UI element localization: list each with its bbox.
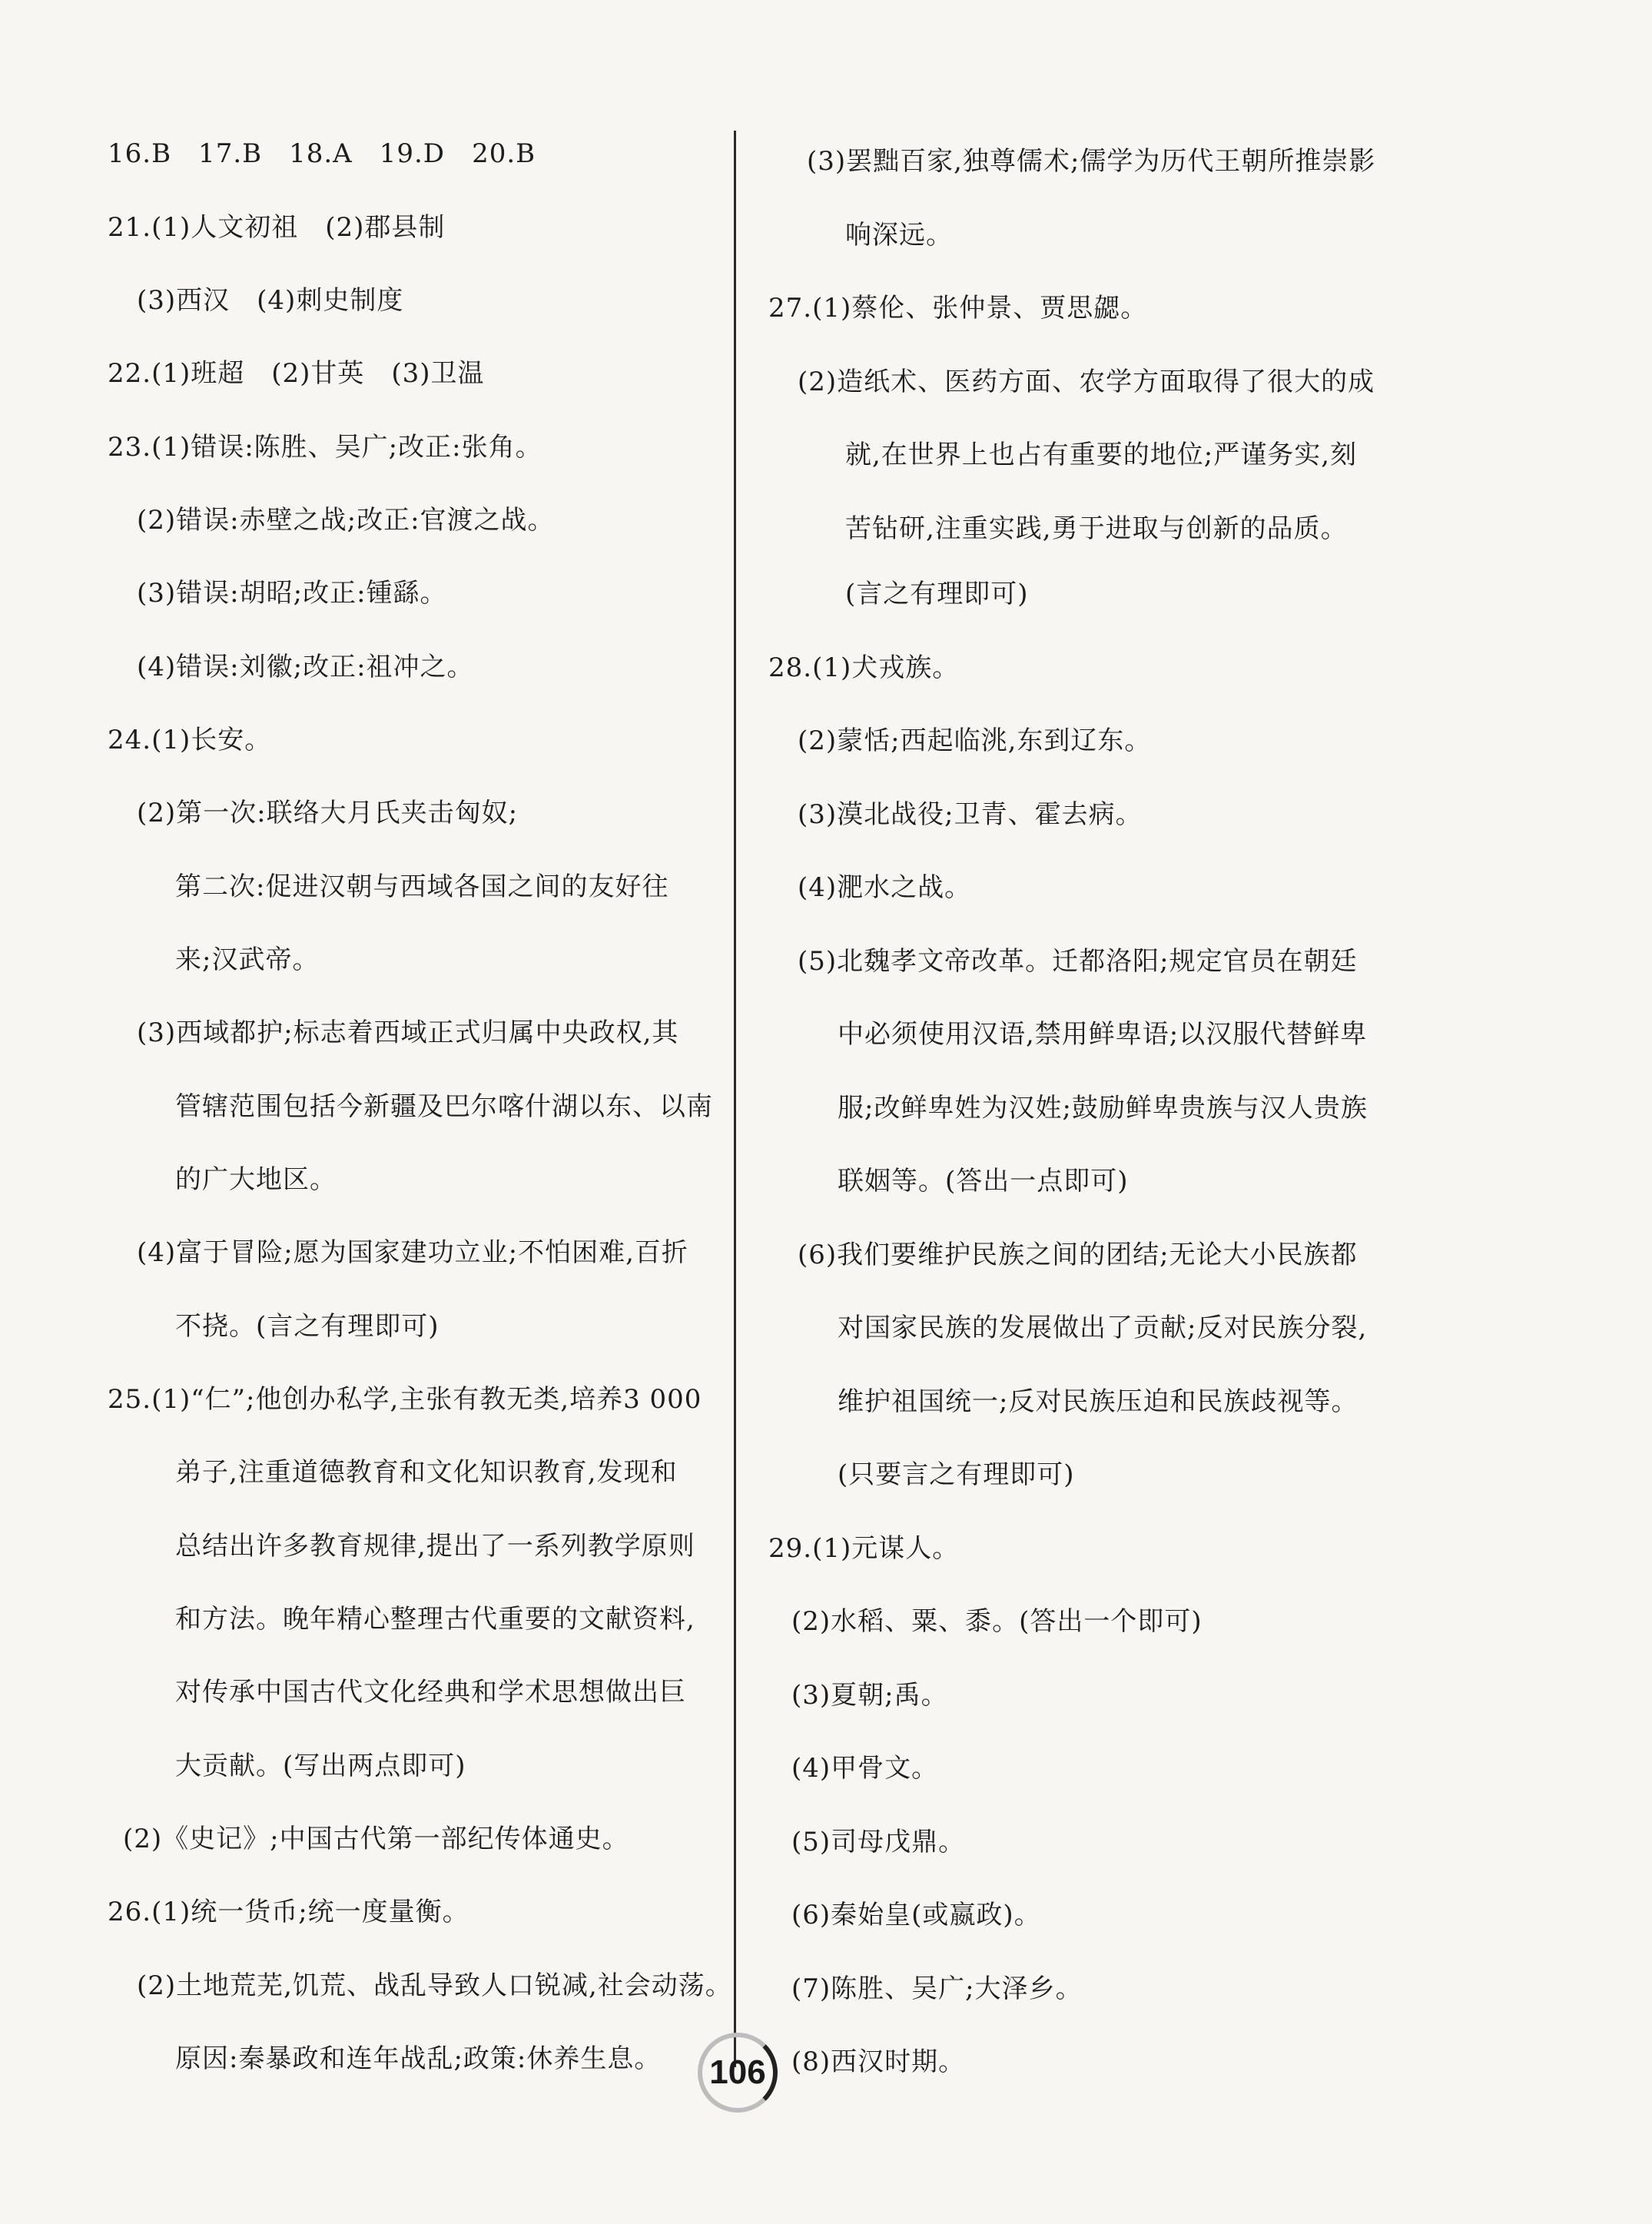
- answer-line: 23.(1)错误:陈胜、吴广;改正:张角。: [108, 432, 542, 463]
- answer-line: (2)《史记》;中国古代第一部纪传体通史。: [123, 1824, 629, 1854]
- answer-line: (4)富于冒险;愿为国家建功立业;不怕困难,百折: [137, 1237, 688, 1268]
- answer-line: (2)造纸术、医药方面、农学方面取得了很大的成: [798, 367, 1375, 397]
- answer-line: (4)错误:刘徽;改正:祖冲之。: [137, 652, 474, 682]
- answer-line: 22.(1)班超 (2)甘英 (3)卫温: [108, 358, 485, 389]
- answer-line: 大贡献。(写出两点即可): [175, 1751, 466, 1781]
- answer-line: 弟子,注重道德教育和文化知识教育,发现和: [175, 1457, 678, 1488]
- answer-line: (2)水稻、粟、黍。(答出一个即可): [791, 1606, 1203, 1637]
- answer-line: 25.(1)“仁”;他创办私学,主张有教无类,培养3 000: [108, 1384, 702, 1415]
- answer-line: 24.(1)长安。: [108, 725, 272, 755]
- answer-line: (3)错误:胡昭;改正:锺繇。: [137, 578, 447, 609]
- answer-line: (4)淝水之战。: [798, 872, 972, 903]
- answer-line: 总结出许多教育规律,提出了一系列教学原则: [175, 1531, 695, 1562]
- answer-line: (8)西汉时期。: [791, 2046, 966, 2077]
- answer-line: 和方法。晚年精心整理古代重要的文献资料,: [175, 1604, 695, 1635]
- answer-line: (3)西汉 (4)刺史制度: [137, 285, 404, 316]
- answer-line: (6)秦始皇(或嬴政)。: [791, 1900, 1041, 1930]
- answer-line: (4)甲骨文。: [791, 1753, 939, 1784]
- page-number-badge: [698, 2033, 782, 2117]
- answer-line: 对传承中国古代文化经典和学术思想做出巨: [175, 1677, 686, 1708]
- answer-line: 就,在世界上也占有重要的地位;严谨务实,刻: [845, 440, 1358, 470]
- answer-line: 26.(1)统一货币;统一度量衡。: [108, 1897, 469, 1927]
- answer-line: 16.B 17.B 18.A 19.D 20.B: [108, 138, 536, 169]
- answer-line: (6)我们要维护民族之间的团结;无论大小民族都: [798, 1240, 1358, 1270]
- answer-line: 来;汉武帝。: [175, 944, 320, 975]
- answer-line: (2)第一次:联络大月氏夹击匈奴;: [137, 798, 519, 828]
- answer-line: (2)错误:赤壁之战;改正:官渡之战。: [137, 505, 555, 536]
- answer-line: 第二次:促进汉朝与西域各国之间的友好往: [175, 871, 669, 902]
- answer-line: (3)漠北战役;卫青、霍去病。: [798, 799, 1143, 830]
- answer-line: (2)土地荒芜,饥荒、战乱导致人口锐减,社会动荡。: [137, 1970, 732, 2001]
- answer-line: 服;改鲜卑姓为汉姓;鼓励鲜卑贵族与汉人贵族: [838, 1093, 1368, 1124]
- answer-line: 21.(1)人文初祖 (2)郡县制: [108, 212, 446, 243]
- answer-line: (2)蒙恬;西起临洮,东到辽东。: [798, 725, 1152, 756]
- answer-line: 的广大地区。: [175, 1164, 337, 1195]
- page-number: 106: [709, 2053, 766, 2091]
- answer-line: 原因:秦暴政和连年战乱;政策:休养生息。: [175, 2043, 662, 2074]
- answer-line: (5)司母戊鼎。: [791, 1827, 966, 1857]
- column-divider: [734, 131, 736, 2067]
- answer-line: (3)夏朝;禹。: [791, 1680, 948, 1711]
- answer-line: 维护祖国统一;反对民族压迫和民族歧视等。: [838, 1386, 1358, 1417]
- answer-line: 28.(1)犬戎族。: [768, 652, 960, 683]
- answer-line: (3)罢黜百家,独尊儒术;儒学为历代王朝所推崇影: [807, 146, 1376, 177]
- answer-line: (只要言之有理即可): [838, 1459, 1075, 1490]
- answer-line: (3)西域都护;标志着西域正式归属中央政权,其: [137, 1017, 679, 1048]
- answer-line: 不挠。(言之有理即可): [175, 1311, 440, 1342]
- answer-line: (5)北魏孝文帝改革。迁都洛阳;规定官员在朝廷: [798, 946, 1358, 977]
- answer-line: 中必须使用汉语,禁用鲜卑语;以汉服代替鲜卑: [838, 1019, 1368, 1050]
- answer-line: 27.(1)蔡伦、张仲景、贾思勰。: [768, 293, 1148, 324]
- answer-line: 29.(1)元谋人。: [768, 1533, 960, 1564]
- answer-line: (言之有理即可): [845, 579, 1029, 609]
- answer-line: (7)陈胜、吴广;大泽乡。: [791, 1973, 1083, 2004]
- answer-line: 对国家民族的发展做出了贡献;反对民族分裂,: [838, 1313, 1368, 1343]
- answer-line: 苦钻研,注重实践,勇于进取与创新的品质。: [845, 513, 1348, 544]
- answer-line: 管辖范围包括今新疆及巴尔喀什湖以东、以南: [175, 1091, 713, 1122]
- answer-line: 响深远。: [845, 220, 953, 251]
- answer-line: 联姻等。(答出一点即可): [838, 1166, 1129, 1197]
